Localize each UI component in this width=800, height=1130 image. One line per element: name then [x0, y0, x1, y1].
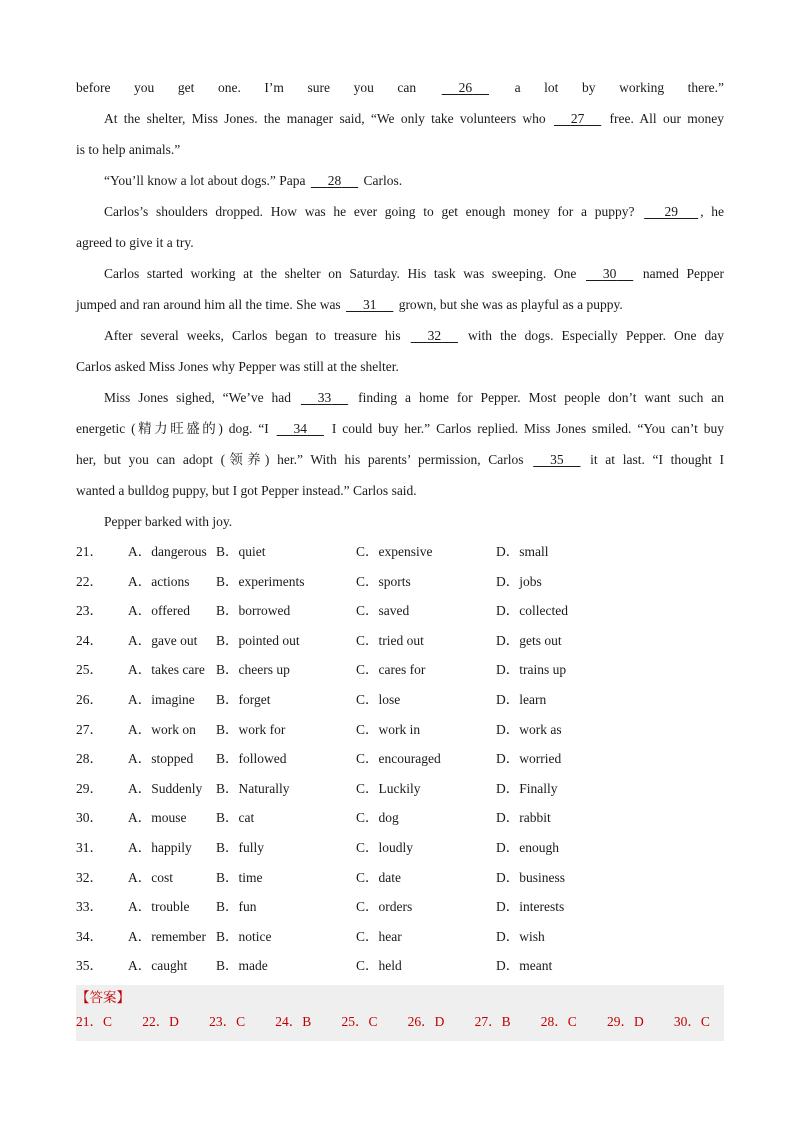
- option-d: D．Finally: [496, 780, 558, 796]
- option-a: A．mouse: [128, 810, 187, 826]
- answer-item: 26．D: [407, 1013, 445, 1029]
- option-row: [76, 833, 724, 863]
- passage-line: energetic (精力旺盛的) dog. “I 34 I could buy her.” Carlos replied. Miss Jones smiled. “You can’t buy: [76, 413, 724, 444]
- passage-line: before you get one. I’m sure you can 26 a lot by working there.”: [76, 72, 724, 103]
- option-row: [76, 863, 724, 893]
- option-d: D．trains up: [496, 662, 567, 678]
- option-c: C．Luckily: [356, 780, 421, 796]
- blank-32: 32: [427, 328, 442, 343]
- option-b: B．made: [216, 958, 268, 974]
- option-c: C．expensive: [356, 544, 433, 559]
- option-a: A．trouble: [128, 899, 190, 915]
- option-row: [76, 626, 724, 656]
- option-b: B．cat: [216, 810, 255, 826]
- answer-title: 【答案】: [76, 989, 130, 1006]
- options-list: [76, 537, 724, 981]
- option-a: A．imagine: [128, 691, 195, 707]
- option-b: B．time: [216, 869, 263, 885]
- question-number: 35．: [76, 958, 103, 974]
- question-number: 30．: [76, 810, 103, 826]
- option-d: D．interests: [496, 899, 565, 915]
- option-b: B．followed: [216, 751, 287, 767]
- option-b: B．Naturally: [216, 780, 290, 796]
- option-d: D．worried: [496, 751, 562, 767]
- option-c: C．work in: [356, 721, 421, 737]
- option-c: C．held: [356, 958, 402, 974]
- option-d: D．collected: [496, 603, 568, 619]
- option-row: [76, 715, 724, 745]
- passage-line: Carlos started working at the shelter on Saturday. His task was sweeping. One 30 named Pepper: [76, 258, 724, 289]
- option-a: A．takes care: [128, 662, 205, 678]
- question-number: 27．: [76, 721, 103, 737]
- option-b: B．forget: [216, 691, 271, 707]
- question-number: 29．: [76, 780, 103, 796]
- option-row: [76, 655, 724, 685]
- question-number: 31．: [76, 839, 103, 855]
- option-a: A．actions: [128, 573, 190, 589]
- option-row: [76, 744, 724, 774]
- option-row: [76, 803, 724, 833]
- option-row: [76, 892, 724, 922]
- question-number: 33．: [76, 899, 103, 915]
- answer-item: 27．B: [474, 1013, 511, 1029]
- passage-line: is to help animals.”: [76, 142, 181, 157]
- blank-30: 30: [602, 266, 617, 281]
- option-row: [76, 596, 724, 626]
- question-number: 24．: [76, 632, 103, 648]
- answer-item: 29．D: [606, 1013, 644, 1029]
- option-a: A．caught: [128, 958, 188, 974]
- blank-29: 29: [664, 204, 678, 219]
- question-number: 32．: [76, 869, 103, 885]
- question-number: 22．: [76, 573, 103, 589]
- passage-line: After several weeks, Carlos began to treasure his 32 with the dogs. Especially Pepper. One day: [76, 320, 724, 351]
- passage-line: jumped and ran around him all the time. She was 31 grown, but she was as playful as a puppy.: [76, 289, 724, 320]
- option-d: D．work as: [496, 721, 562, 737]
- blank-31: 31: [362, 297, 377, 312]
- blank-28: 28: [327, 173, 342, 188]
- question-number: 25．: [76, 662, 103, 678]
- blank-26: 26: [458, 80, 473, 95]
- blank-34: 34: [293, 421, 308, 436]
- option-a: A．cost: [128, 869, 173, 885]
- answer-item: 28．C: [540, 1013, 577, 1029]
- passage-line: At the shelter, Miss Jones. the manager said, “We only take volunteers who 27 free. All our money: [76, 103, 724, 134]
- option-a: A．stopped: [128, 751, 194, 767]
- option-a: A．gave out: [128, 632, 198, 648]
- option-c: C．dog: [356, 810, 399, 826]
- answer-list: [76, 1009, 724, 1035]
- option-d: D．jobs: [496, 573, 542, 589]
- question-number: 34．: [76, 928, 103, 944]
- option-a: A．offered: [128, 603, 190, 619]
- option-c: C．date: [356, 869, 401, 885]
- option-a: A．happily: [128, 839, 192, 855]
- answer-item: 24．B: [275, 1013, 312, 1029]
- passage-line: Pepper barked with joy.: [104, 514, 233, 529]
- option-row: [76, 537, 724, 567]
- option-c: C．loudly: [356, 839, 414, 855]
- option-row: [76, 685, 724, 715]
- option-d: D．gets out: [496, 632, 562, 648]
- option-a: A．dangerous: [128, 544, 207, 559]
- option-c: C．hear: [356, 928, 402, 944]
- option-row: [76, 567, 724, 597]
- option-d: D．wish: [496, 928, 545, 944]
- answer-item: 25．C: [341, 1013, 378, 1029]
- option-b: B．experiments: [216, 573, 305, 589]
- option-row: [76, 951, 724, 981]
- option-a: A．work on: [128, 721, 196, 737]
- option-d: D．rabbit: [496, 810, 551, 826]
- question-number: 26．: [76, 691, 103, 707]
- option-b: B．notice: [216, 928, 272, 944]
- option-d: D．small: [496, 544, 549, 559]
- option-d: D．enough: [496, 839, 559, 855]
- option-d: D．business: [496, 869, 566, 885]
- option-d: D．meant: [496, 958, 553, 974]
- passage-line: “You’ll know a lot about dogs.” Papa 28 Carlos.: [76, 165, 724, 196]
- document-page: [76, 72, 724, 1041]
- blank-33: 33: [317, 390, 332, 405]
- option-b: B．fully: [216, 839, 265, 855]
- option-a: A．remember: [128, 928, 206, 944]
- question-number: 21．: [76, 544, 103, 559]
- answer-item: 22．D: [142, 1013, 179, 1029]
- option-b: B．borrowed: [216, 603, 291, 619]
- option-c: C．tried out: [356, 632, 424, 648]
- option-c: C．saved: [356, 603, 410, 619]
- answer-item: 23．C: [209, 1013, 246, 1029]
- option-b: B．work for: [216, 721, 286, 737]
- option-c: C．cares for: [356, 662, 426, 678]
- option-b: B．fun: [216, 899, 257, 915]
- answer-item: 21．C: [76, 1013, 113, 1029]
- answer-box: [76, 985, 724, 1041]
- answer-item: 30．C: [673, 1013, 710, 1029]
- option-b: B．pointed out: [216, 632, 300, 648]
- passage-line: agreed to give it a try.: [76, 235, 194, 250]
- option-c: C．encouraged: [356, 751, 441, 767]
- option-row: [76, 922, 724, 952]
- option-c: C．lose: [356, 691, 401, 707]
- option-row: [76, 774, 724, 804]
- option-b: B．cheers up: [216, 662, 290, 678]
- passage-line: Miss Jones sighed, “We’ve had 33 finding a home for Pepper. Most people don’t want such an: [76, 382, 724, 413]
- option-c: C．orders: [356, 899, 413, 915]
- question-number: 28．: [76, 751, 103, 767]
- passage-line: Carlos’s shoulders dropped. How was he ever going to get enough money for a puppy? 29 , he: [76, 196, 724, 227]
- passage-line: wanted a bulldog puppy, but I got Pepper instead.” Carlos said.: [76, 483, 417, 498]
- question-number: 23．: [76, 603, 103, 619]
- passage-line: Carlos asked Miss Jones why Pepper was still at the shelter.: [76, 359, 399, 374]
- option-d: D．learn: [496, 691, 547, 707]
- option-a: A．Suddenly: [128, 780, 203, 796]
- option-b: B．quiet: [216, 544, 266, 559]
- passage-line: her, but you can adopt (领养) her.” With his parents’ permission, Carlos 35 it at last. “I thought I: [76, 444, 724, 475]
- option-c: C．sports: [356, 573, 411, 589]
- blank-35: 35: [550, 452, 564, 467]
- blank-27: 27: [570, 111, 585, 126]
